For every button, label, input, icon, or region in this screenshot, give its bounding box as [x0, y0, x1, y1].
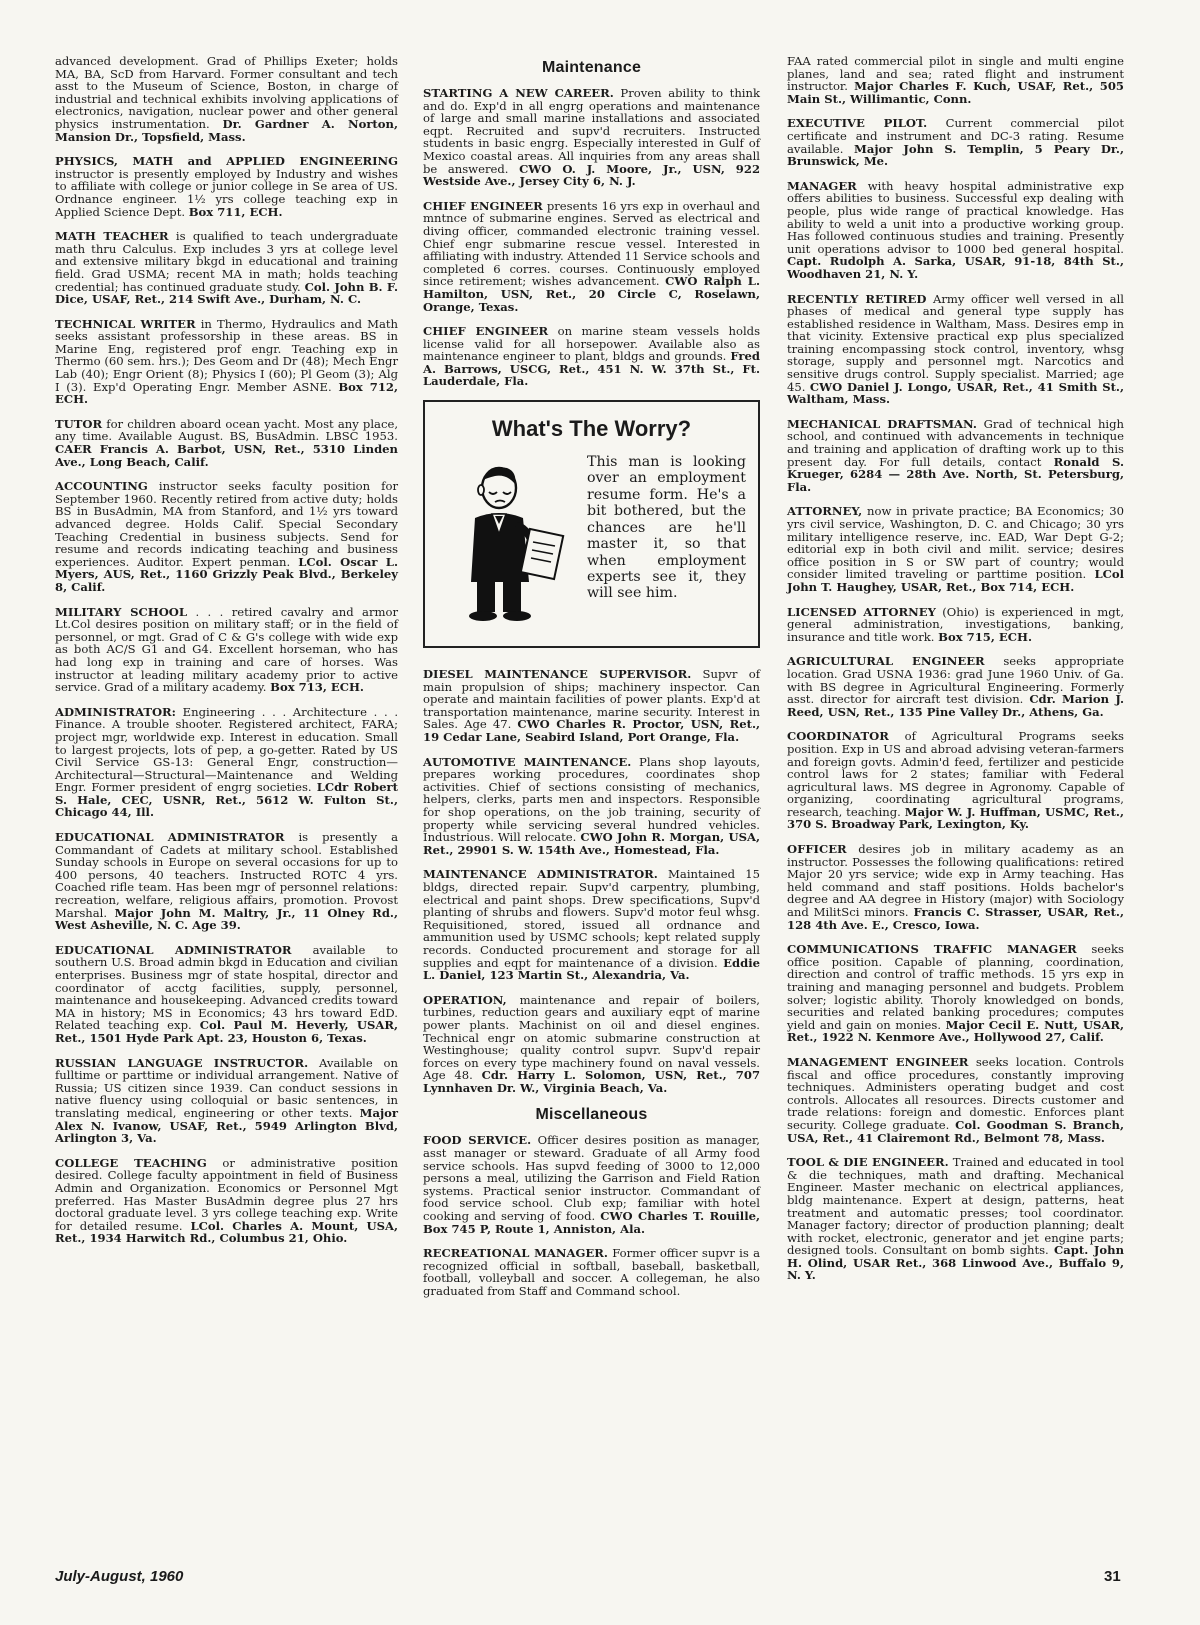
ad-heading: CHIEF ENGINEER [423, 324, 549, 339]
page-number: 31 [1104, 1568, 1121, 1585]
whats-the-worry-box [423, 400, 760, 648]
ad-body: instructor seeks faculty position for September 1960. Recently retired from active duty; holds BS in BusAdmin, MA from Stanford, and 1½ yrs toward advanced degree. Holds Calif. Special Secondary Teaching Credential in business subjects. Send for resume and records indicating teaching and business experiences. Auditor. Expert penman. [55, 479, 398, 569]
classified-ad [55, 1057, 398, 1145]
ad-heading: COORDINATOR [787, 729, 889, 744]
ad-heading: COLLEGE TEACHING [55, 1155, 207, 1170]
ad-heading: COMMUNICATIONS TRAFFIC MANAGER [787, 942, 1077, 957]
classified-ad [787, 843, 1124, 931]
maintenance-ads-continued [423, 668, 760, 1094]
classified-ad [423, 200, 760, 313]
ad-contact: Eddie L. Daniel, 123 Martin St., Alexandria, Va. [423, 955, 760, 983]
ad-contact: LCol John T. Haughey, USAR, Ret., Box 714, ECH. [787, 567, 1125, 594]
ad-body: seeks office position. Capable of planning, coordination, direction and control of traffic methods. 15 yrs exp in training and managing personnel and budgets. Problem solver; logistic ability. Thoroly knowledged on bonds, securities and related banking procedures; computes yield and gain on monies. [787, 942, 1124, 1032]
ad-heading: PHYSICS, MATH and APPLIED ENGINEERING [55, 154, 398, 169]
ad-body: Maintained 15 bldgs, directed repair. Supv'd carpentry, plumbing, electrical and paint shops. Drew specifications, Supv'd planting of shrubs and flowers. Supv'd motor feul whsg. Requisitioned, stored, issued all ordnance and ammunition used by USMC schools; kept related supply records. Conducted procurement and storage for all supplies and eqpt for maintenance of a division. [423, 867, 760, 970]
ad-heading: DIESEL MAINTENANCE SUPERVISOR. [423, 667, 692, 682]
ad-body: with heavy hospital administrative exp offers abilities to business. Successful exp dealing with people, plus wide range of practical knowledge. Has ability to weld a unit into a productive working group. Has followed continuous studies and training. Presently unit operations advisor to 1000 bed general hospital. [787, 178, 1124, 256]
ad-heading: MANAGER [787, 178, 857, 193]
classified-ad [55, 831, 398, 932]
ad-body: Trained and educated in tool & die techniques, math and drafting. Mechanical Engineer. Master mechanic on electrical appliances, bldg maintenance. Expert at design, patterns, heat treatment and automatic presses; tool coordinator. Manager factory; director of production planning; dealt with rocket, electronic, generator and jet engine parts; designed tools. Consultant on bomb sights. [787, 1155, 1124, 1258]
ad-contact: Col. John B. F. Dice, USAF, Ret., 214 Swift Ave., Durham, N. C. [55, 279, 398, 307]
issue-date: July-August, 1960 [55, 1568, 184, 1585]
ad-body: now in private practice; BA Economics; 30 yrs civil service, Washington, D. C. and Chicago; 30 yrs military intelligence reserve, inc. EAD, War Dept G-2; editorial exp in both civil and milit. service; desires office position in S or SW part of country; would consider limited traveling or parttime position. [787, 504, 1125, 582]
ad-body: available to southern U.S. Broad admin bkgd in Education and civilian enterprises. Business mgr of state hospital, director and coordinator of acctg facilities, supply, personnel, maintenance and housekeeping. Advanced credits toward MA in history; MS in Economics; 43 hrs toward EdD. Related teaching exp. [55, 942, 398, 1033]
ad-heading: TUTOR [55, 416, 103, 431]
ad-body: in Thermo, Hydraulics and Math seeks assistant professorship in these areas. BS in Marine Eng, registered prof engr. Teaching exp in Thermo (60 sem. hrs.); Des Geom and Dr (48); Mech Engr Lab (40); Engr Orient (8); Physics I (60); Pl Geom (3); Alg I (3). Exp'd Operating Engr. Member ASNE. [55, 316, 398, 394]
classified-ad [55, 155, 398, 218]
ad-heading: ATTORNEY, [787, 504, 863, 519]
classified-ad [423, 325, 760, 388]
ad-contact: Dr. Gardner A. Norton, Mansion Dr., Topsfield, Mass. [55, 116, 398, 144]
maintenance-ads [423, 87, 760, 388]
classified-ad [787, 606, 1124, 644]
ad-body: seeks location. Controls fiscal and office procedures, constantly improving techniques. Administers operating budget and cost controls. Allocates all resources. Directs customer and trade relations: foreign and domestic. Enforces plant security. College graduate. [787, 1054, 1124, 1132]
ad-heading: ADMINISTRATOR: [55, 704, 176, 719]
ad-body: is qualified to teach undergraduate math thru Calculus. Exp includes 3 yrs at college level and extensive military bkgd in educational and training field. Grad USMA; recent MA in math; holds teaching credential; has continued graduate study. [55, 229, 398, 294]
ad-contact: CWO Ralph L. Hamilton, USN, Ret., 20 Circle C, Roselawn, Orange, Texas. [423, 274, 760, 314]
ad-heading: MILITARY SCHOOL [55, 604, 188, 619]
ad-contact: LCdr Robert S. Hale, CEC, USNR, Ret., 5612 W. Fulton St., Chicago 44, Ill. [55, 780, 398, 820]
classified-ad [787, 943, 1124, 1044]
classified-ad [55, 230, 398, 306]
ad-contact: CWO Charles R. Proctor, USN, Ret., 19 Cedar Lane, Seabird Island, Port Orange, Fla. [423, 717, 761, 745]
ad-body: seeks appropriate location. Grad USNA 1936: grad June 1960 Univ. of Ga. with BS degree in Agricultural Engineering. Formerly asst. director for aircraft test division. [787, 654, 1124, 707]
ad-body: Plans shop layouts, prepares working procedures, coordinates shop activities. Chief of sections consisting of mechanics, helpers, clerks, parts men and inspectors. Responsible for shop operations, on the job training, security of property while servicing several hundred vehicles. Industrious. Will relocate. [423, 754, 761, 845]
classified-ad [55, 318, 398, 406]
classified-ad [787, 55, 1124, 105]
ad-contact: Major W. J. Huffman, USMC, Ret., 370 S. Broadway Park, Lexington, Ky. [787, 804, 1124, 832]
ad-heading: STARTING A NEW CAREER. [423, 86, 614, 100]
ad-heading: EDUCATIONAL ADMINISTRATOR [55, 942, 292, 957]
ad-body: or administrative position desired. College faculty appointment in field of Business Admin and Organization. Economics or Personnel Mgt preferred. Has Master BusAdmin degree plus 27 hrs doctoral graduate level. 3 yrs college teaching exp. Write for detailed resume. [55, 1155, 398, 1233]
ad-contact: CWO O. J. Moore, Jr., USN, 922 Westside Ave., Jersey City 6, N. J. [423, 161, 761, 189]
classified-ad [787, 505, 1124, 593]
ad-contact: Capt. John H. Olind, USAR Ret., 368 Linwood Ave., Buffalo 9, N. Y. [787, 1243, 1124, 1283]
ad-heading: OPERATION, [423, 992, 507, 1007]
ad-contact: Col. Paul M. Heverly, USAR, Ret., 1501 Hyde Park Apt. 23, Houston 6, Texas. [55, 1018, 399, 1045]
ad-body: (Ohio) is experienced in mgt, general administration, investigations, banking, insurance and title work. [787, 604, 1125, 644]
classified-ad [55, 606, 398, 694]
ad-heading: LICENSED ATTORNEY [787, 604, 936, 619]
ad-body: Available on fulltime or parttime or individual arrangement. Native of Russia; US citizen since 1939. Can conduct sessions in native fluency using colloquial or basic sentences, in translating medical, engineering or other texts. [55, 1055, 398, 1120]
ad-heading: CHIEF ENGINEER [423, 198, 543, 213]
box-text: This man is looking over an employment resume form. He's a bit bothered, but the chances are he'll master it, so that when employment experts see it, they will see him. [587, 454, 746, 602]
ad-heading: MATH TEACHER [55, 229, 169, 244]
ad-heading: TOOL & DIE ENGINEER. [787, 1155, 949, 1170]
classified-ad [787, 730, 1124, 831]
ad-contact: Ronald S. Krueger, 6284 — 28th Ave. North, St. Petersburg, Fla. [787, 454, 1125, 494]
classified-ad [787, 293, 1124, 406]
classified-ad [787, 117, 1124, 167]
ad-body: Engineering . . . Architecture . . . Finance. A trouble shooter. Registered architect, FARA; project mgr, worldwide exp. Interest in education. Small to largest projects, lots of pep, a go-getter. Rated by US Civil Service GS-13: General Engr, construction—Architectural—Structural—Maintenance and Welding Engr. Former president of engrg societies. [55, 704, 399, 795]
ad-body: Army officer well versed in all phases of medical and general type supply has established residence in Waltham, Mass. Desires emp in that vicinity. Extensive practical exp plus specialized training encompassing stock control, inventory, whsg storage, supply and personnel mgt. Narcotics and sensitive drugs control. Supply specialist. Married; age 45. [787, 291, 1124, 394]
classified-ad [787, 655, 1124, 718]
classified-ad [423, 1134, 760, 1235]
ad-contact: LCol. Oscar L. Myers, AUS, Ret., 1160 Grizzly Peak Blvd., Berkeley 8, Calif. [55, 554, 398, 594]
ad-contact: CWO Charles T. Rouille, Box 745 P, Route 1, Anniston, Ala. [423, 1209, 761, 1236]
ad-body: advanced development. Grad of Phillips Exeter; holds MA, BA, ScD from Harvard. Former consultant and tech asst to the Museum of Science, Boston, in charge of industrial and technical exhibits involving applications of electronics, navigation, nuclear power and other general physics instrumentation. [55, 54, 398, 131]
classified-ad [55, 706, 398, 819]
classified-ad [787, 180, 1124, 281]
ad-heading: FOOD SERVICE. [423, 1133, 532, 1148]
ad-heading: MANAGEMENT ENGINEER [787, 1054, 969, 1069]
ad-body: desires job in military academy as an instructor. Possesses the following qualifications: retired Major 20 yrs service; wide exp in Army teaching. Has held command and staff positions. Holds bachelor's degree and AA degree in History (major) with Sociology and MilitSci minors. [787, 842, 1124, 920]
ad-contact: CAER Francis A. Barbot, USN, Ret., 5310 Linden Ave., Long Beach, Calif. [55, 442, 398, 469]
ad-heading: AUTOMOTIVE MAINTENANCE. [423, 754, 632, 769]
classified-ad [423, 87, 760, 188]
classified-ad [423, 1247, 760, 1297]
man-reading-form-icon [437, 454, 583, 624]
ad-body: on marine steam vessels holds license valid for all horsepower. Available also as maintenance engineer to plant, bldgs and grounds. [423, 324, 761, 364]
ad-contact: Capt. Rudolph A. Sarka, USAR, 91-18, 84th St., Woodhaven 21, N. Y. [787, 254, 1124, 281]
ad-contact: LCol. Charles A. Mount, USA, Ret., 1934 Harwitch Rd., Columbus 21, Ohio. [55, 1218, 398, 1246]
ad-contact: Major Alex N. Ivanow, USAF, Ret., 5949 Arlington Blvd, Arlington 3, Va. [55, 1105, 398, 1146]
ad-body: of Agricultural Programs seeks position. Exp in US and abroad advising veteran-farmers and foreign govts. Admin'd feed, fertilizer and pesticide control laws for 2 states; familiar with Federal agricultural laws. MS degree in Agronomy. Capable of organizing, coordinating agricultural programs, research, teaching. [787, 729, 1125, 819]
column-right [787, 55, 1124, 1294]
ad-heading: RECENTLY RETIRED [787, 291, 927, 306]
ad-heading: AGRICULTURAL ENGINEER [787, 654, 985, 669]
ad-contact: Col. Goodman S. Branch, USA, Ret., 41 Clairemont Rd., Belmont 78, Mass. [787, 1117, 1125, 1145]
ad-contact: CWO John R. Morgan, USA, Ret., 29901 S. W. 154th Ave., Homestead, Fla. [423, 830, 761, 857]
ad-body: maintenance and repair of boilers, turbines, reduction gears and auxiliary eqpt of marine power plants. Machinist on oil and diesel engines. Technical engr on atomic submarine construction at Westinghouse; quality control supvr. Supv'd repair forces on every type machinery found on naval vessels. Age 48. [423, 992, 760, 1083]
ad-contact: Box 711, ECH. [188, 204, 283, 219]
column-left [55, 55, 398, 1257]
classified-ad [55, 1157, 398, 1245]
classified-ad [787, 1156, 1124, 1282]
ad-body: for children aboard ocean yacht. Most any place, any time. Available August. BS, BusAdmin. LBSC 1953. [55, 416, 399, 444]
box-title: What's The Worry? [491, 416, 692, 442]
ad-body: Current commercial pilot certificate and instrument and DC-3 rating. Resume available. [787, 116, 1124, 156]
section-title-miscellaneous: Miscellaneous [535, 1106, 648, 1124]
ad-body: Grad of technical high school, and continued with advancements in technique and training and application of drafting work up to this present day. For full details, contact [787, 416, 1125, 469]
miscellaneous-ads [423, 1134, 760, 1297]
ad-contact: Box 715, ECH. [938, 629, 1032, 644]
ad-body: Former officer supvr is a recognized official in softball, baseball, basketball, football, volleyball and soccer. A collegeman, he also graduated from Staff and Command school. [423, 1246, 761, 1298]
ad-body: Proven ability to think and do. Exp'd in all engrg operations and maintenance of large and small marine installations and associated eqpt. Recruited and supv'd recruiters. Instructed students in basic engrg. Especially interested in Gulf of Mexico coastal areas. All inquiries from any areas shall be answered. [423, 86, 760, 176]
ad-heading: MECHANICAL DRAFTSMAN. [787, 416, 977, 431]
classified-ad [55, 55, 398, 143]
ad-contact: Box 713, ECH. [270, 680, 364, 695]
classified-ad [423, 868, 760, 981]
ad-contact: Fred A. Barrows, USCG, Ret., 451 N. W. 37th St., Ft. Lauderdale, Fla. [423, 349, 760, 389]
classified-ad [55, 418, 398, 468]
classified-ad [423, 668, 760, 744]
ad-contact: Major Charles F. Kuch, USAF, Ret., 505 Main St., Willimantic, Conn. [787, 79, 1125, 106]
ad-body: Supvr of main propulsion of ships; machinery inspector. Can operate and maintain facilities of power plants. Exp'd at transportation maintenance, marine security. Interest in Sales. Age 47. [423, 667, 760, 732]
classified-ad [423, 756, 760, 857]
ad-contact: Major Cecil E. Nutt, USAR, Ret., 1922 N. Kenmore Ave., Hollywood 27, Calif. [787, 1017, 1125, 1045]
ad-contact: Francis C. Strasser, USAR, Ret., 128 4th Ave. E., Cresco, Iowa. [787, 905, 1125, 932]
classified-ad [55, 480, 398, 593]
ad-contact: CWO Daniel J. Longo, USAR, Ret., 41 Smith St., Waltham, Mass. [787, 379, 1124, 407]
classified-ad [787, 418, 1124, 494]
section-title-maintenance: Maintenance [541, 59, 642, 76]
classified-ad [787, 1056, 1124, 1144]
column-middle [423, 55, 760, 1310]
ad-body: instructor is presently employed by Industry and wishes to affiliate with college or junior college in Se area of US. Ordnance engineer. 1½ yrs college teaching exp in Applied Science Dept. [55, 166, 398, 219]
classified-ad [55, 944, 398, 1045]
ad-heading: TECHNICAL WRITER [55, 316, 196, 331]
ad-heading: EDUCATIONAL ADMINISTRATOR [55, 830, 285, 845]
ad-heading: RECREATIONAL MANAGER. [423, 1246, 608, 1261]
ad-contact: Major John M. Maltry, Jr., 11 Olney Rd., West Asheville, N. C. Age 39. [55, 905, 398, 933]
ad-contact: Cdr. Harry L. Solomon, USN, Ret., 707 Lynnhaven Dr. W., Virginia Beach, Va. [423, 1068, 761, 1095]
ad-heading: RUSSIAN LANGUAGE INSTRUCTOR. [55, 1055, 309, 1070]
ad-body: Officer desires position as manager, asst manager or steward. Graduate of all Army food service schools. Has supvd feeding of 3000 to 12,000 persons a meal, utilizing the Garrison and Field Ration systems. Practical senior instructor. Commandant of food service school. Club exp; familiar with hotel cooking and serving of food. [423, 1133, 760, 1224]
ad-body: presents 16 yrs exp in overhaul and mntnce of submarine engines. Served as electrical and diving officer, commanded electronic training vessel. Chief engr submarine rescue vessel. Interested in affiliating with industry. Attended 11 Service schools and completed 6 corres. courses. Continuously employed since retirement; wishes advancement. [423, 198, 761, 289]
ad-contact: Box 712, ECH. [55, 379, 399, 407]
ad-contact: Cdr. Marion J. Reed, USN, Ret., 135 Pine Valley Dr., Athens, Ga. [787, 692, 1125, 719]
classified-ad [423, 994, 760, 1095]
ad-heading: OFFICER [787, 842, 847, 857]
ad-heading: ACCOUNTING [55, 479, 148, 494]
ad-heading: MAINTENANCE ADMINISTRATOR. [423, 867, 658, 882]
ad-body: is presently a Commandant of Cadets at military school. Established Sunday schools in Europe on several occasions for up to 400 persons, 40 teachers. Instructed ROTC 4 yrs. Coached rifle team. Has been mgr of personnel relations: recreation, welfare, religious affairs, promotion. Provost Marshal. [55, 830, 398, 920]
ad-body: FAA rated commercial pilot in single and multi engine planes, land and sea; rated flight and instrument instructor. [787, 54, 1124, 94]
ad-contact: Major John S. Templin, 5 Peary Dr., Brunswick, Me. [787, 141, 1124, 169]
ad-body: . . . retired cavalry and armor Lt.Col desires position on military staff; or in the field of personnel, or mgt. Grad of C & G's college with wide exp as both AC/S G1 and G4. Excellent horseman, who has had long exp in training and care of horses. Was instructor at leading military academy prior to active service. Grad of a military academy. [55, 604, 399, 695]
ad-heading: EXECUTIVE PILOT. [787, 116, 928, 131]
